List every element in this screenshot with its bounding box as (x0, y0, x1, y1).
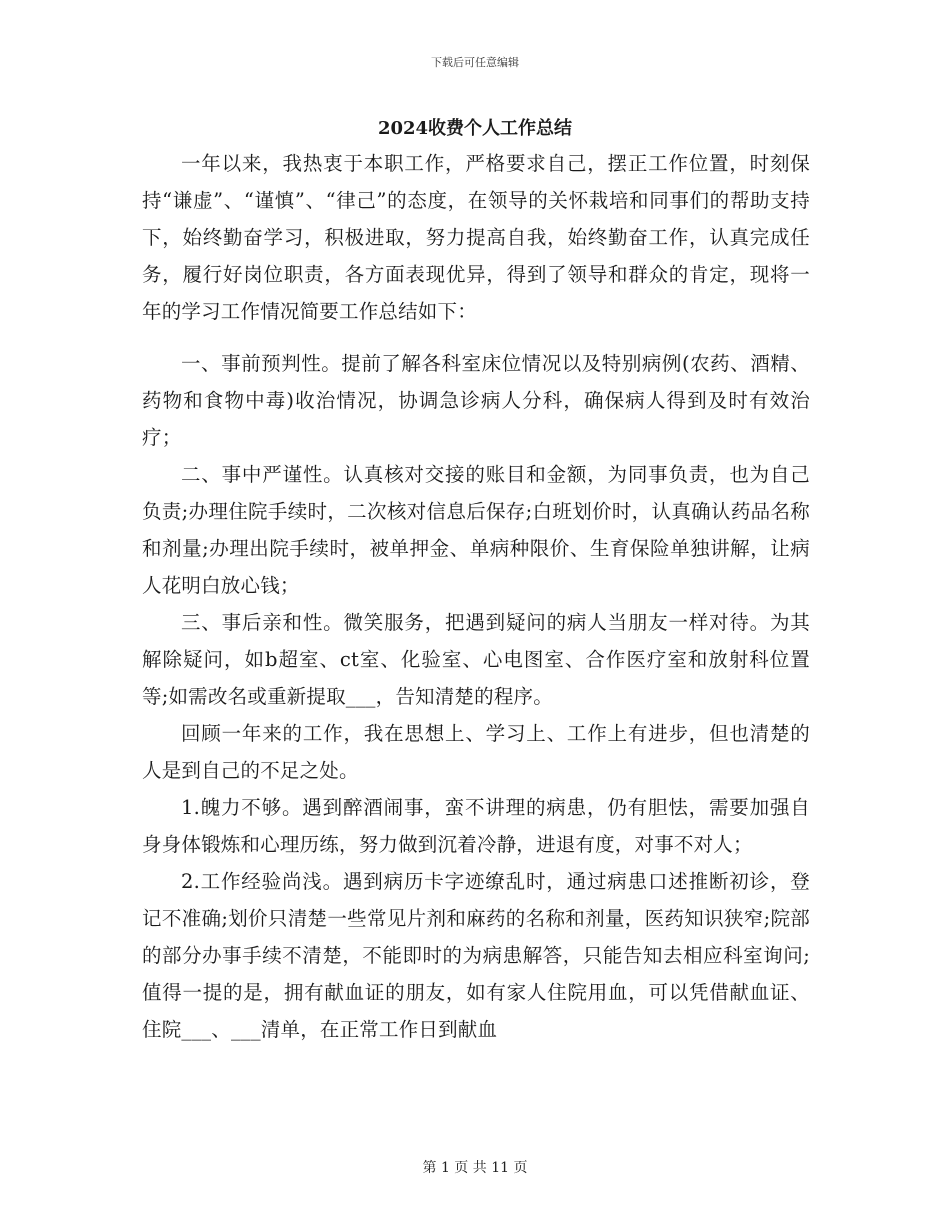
paragraph-shortcoming-1: 1.魄力不够。遇到醉酒闹事，蛮不讲理的病患，仍有胆怯，需要加强自身身体锻炼和心理历练，努力做到沉着冷静，进退有度，对事不对人； (142, 796, 810, 856)
paragraph-intro: 一年以来，我热衷于本职工作，严格要求自己，摆正工作位置，时刻保持“谦虚”、“谨慎”、“律己”的态度，在领导的关怀栽培和同事们的帮助支持下，始终勤奋学习，积极进取，努力提高自我，始终勤奋工作，认真完成任务，履行好岗位职责，各方面表现优异，得到了领导和群众的肯定，现将一年的学习工作情况简要工作总结如下： (142, 152, 810, 323)
document-body (142, 145, 810, 1048)
paragraph-point-3: 三、事后亲和性。微笑服务，把遇到疑问的病人当朋友一样对待。为其解除疑问，如b超室、ct室、化验室、心电图室、合作医疗室和放射科位置等;如需改名或重新提取___，告知清楚的程序。 (142, 611, 810, 708)
document-title: 2024收费个人工作总结 (377, 118, 573, 139)
paragraph-review: 回顾一年来的工作，我在思想上、学习上、工作上有进步，但也清楚的人是到自己的不足之处。 (142, 722, 810, 782)
paragraph-shortcoming-2: 2.工作经验尚浅。遇到病历卡字迹缭乱时，通过病患口述推断初诊，登记不准确;划价只清楚一些常见片剂和麻药的名称和剂量，医药知识狭窄;院部的部分办事手续不清楚，不能即时的为病患解答，只能告知去相应科室询问;值得一提的是，拥有献血证的朋友，如有家人住院用血，可以凭借献血证、住院___、___清单，在正常工作日到献血 (142, 870, 810, 1041)
paragraph-point-1: 一、事前预判性。提前了解各科室床位情况以及特别病例(农药、酒精、药物和食物中毒)收治情况，协调急诊病人分科，确保病人得到及时有效治疗； (142, 352, 810, 449)
header-note: 下载后可任意编辑 (431, 56, 519, 69)
paragraph-point-2: 二、事中严谨性。认真核对交接的账目和金额，为同事负责，也为自己负责;办理住院手续时，二次核对信息后保存;白班划价时，认真确认药品名称和剂量;办理出院手续时，被单押金、单病种限价、生育保险单独讲解，让病人花明白放心钱； (142, 463, 810, 597)
page-number-footer: 第 1 页 共 11 页 (422, 1160, 528, 1176)
